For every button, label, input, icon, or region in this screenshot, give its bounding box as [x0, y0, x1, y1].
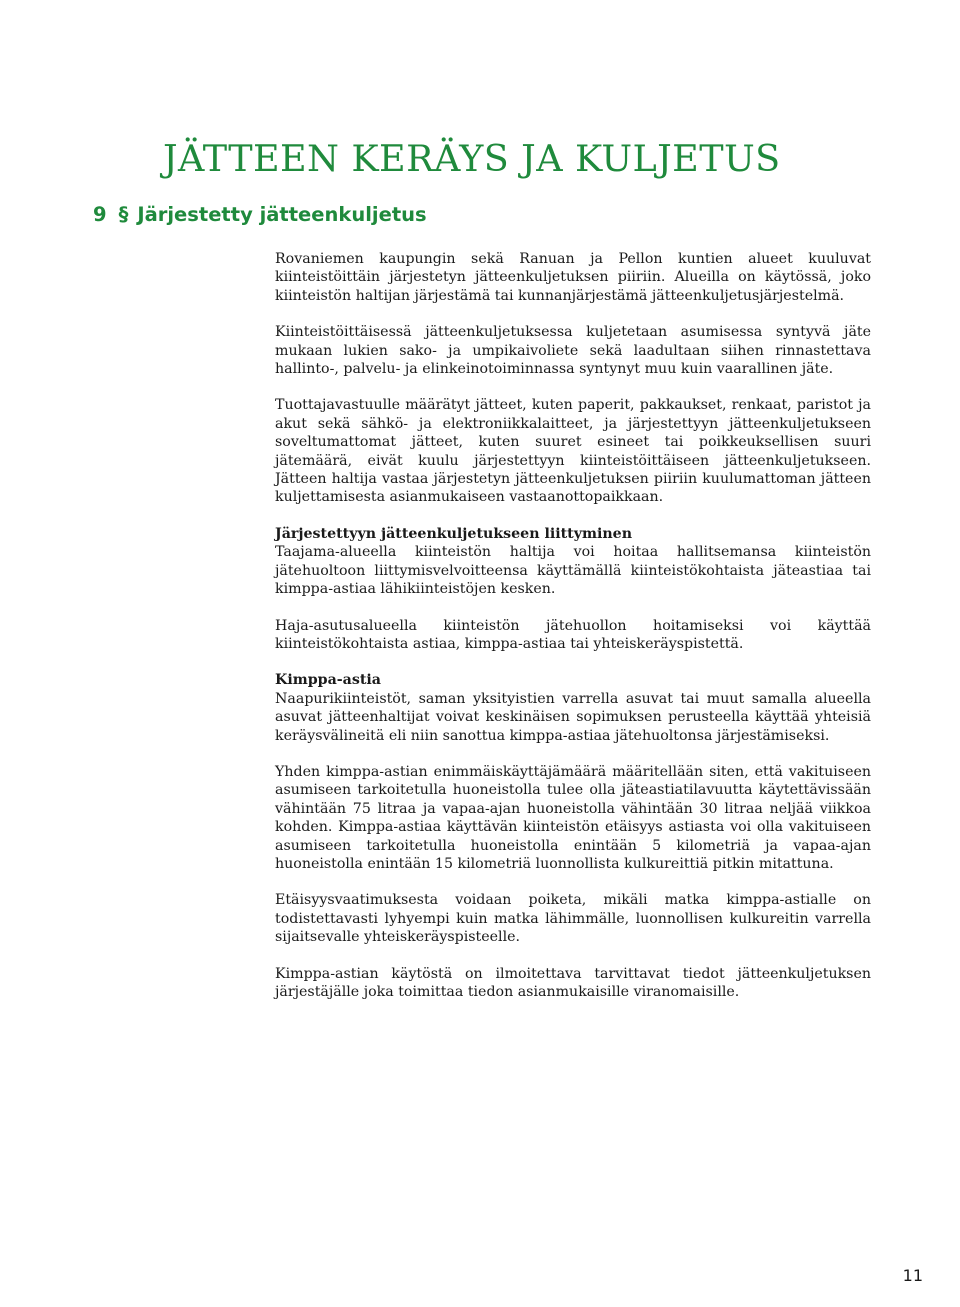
section-symbol: §: [118, 203, 129, 226]
paragraph: [275, 617, 871, 654]
subheading-kimppa-astia: Kimppa-astia: [275, 672, 381, 689]
paragraph: [275, 763, 871, 873]
paragraph: [275, 323, 871, 378]
paragraph-text: Etäisyysvaatimuksesta voidaan poiketa, mikäli matka kimppa-astialle on todistettavasti lyhyempi kuin matka lähimmälle, luonnollisen kulkureitin varrella sijaitsevalle yhteiskeräyspisteelle.: [275, 892, 871, 946]
page-number: 11: [902, 1266, 923, 1285]
paragraph-text: Taajama-alueella kiinteistön haltija voi hoitaa hallitsemansa kiinteistön jätehuoltoon liittymisvelvoitteensa käyttämällä kiinteistökohtaista jäteastiaa tai kimppa-astiaa lähikiinteistöjen kesken.: [275, 544, 871, 598]
paragraph-text: Yhden kimppa-astian enimmäiskäyttäjämäärä määritellään siten, että vakituiseen asumiseen tarkoitetulla huoneistolla tulee olla jäteastiatilavuutta käytettävissään vähintään 75 litraa ja vapaa-ajan huoneistolla vähintään 30 litraa neljää viikkoa kohden. Kimppa-astiaa käyttävän kiinteistön etäisyys astiasta voi olla vakituiseen asumiseen tarkoitetulla huoneistolla enintään 5 kilometriä ja vapaa-ajan huoneistolla enintään 15 kilometriä luonnollista kulkureittiä pitkin mitattuna.: [275, 763, 871, 872]
page-title: JÄTTEEN KERÄYS JA KULJETUS: [163, 137, 781, 180]
section-title: Järjestetty jätteenkuljetus: [137, 203, 427, 226]
section-number: 9: [93, 203, 107, 226]
paragraph-text: Rovaniemen kaupungin sekä Ranuan ja Pellon kuntien alueet kuuluvat kiinteistöittäin järjestetyn jätteenkuljetuksen piiriin. Alueilla on käytössä, joko kiinteistön haltijan järjestämä tai kunnanjärjestämä jätteenkuljetusjärjestelmä.: [275, 251, 871, 304]
paragraph-text: Kiinteistöittäisessä jätteenkuljetuksessa kuljetetaan asumisessa syntyvä jäte mukaan lukien sako- ja umpikaivoliete sekä laadultaan siihen rinnastettava hallinto-, palvelu- ja elinkeinotoiminnassa syntynyt muu kuin vaarallinen jäte.: [275, 324, 871, 378]
paragraph: [275, 671, 871, 745]
paragraph: [275, 396, 871, 506]
body-content: [275, 250, 871, 1019]
paragraph-text: Tuottajavastuulle määrätyt jätteet, kuten paperit, pakkaukset, renkaat, paristot ja akut sekä sähkö- ja elektroniikkalaitteet, ja järjestettyyn jätteenkuljetukseen soveltumattomat jätteet, kuten suuret esineet tai poikkeuksellisen suuri jätemäärä, eivät kuulu järjestettyyn kiinteistöittäiseen jätteenkuljetukseen. Jätteen haltija vastaa järjestetyn jätteenkuljetuksen piiriin kuulumattoman jätteen kuljettamisesta asianmukaiseen vastaanottopaikkaan.: [275, 397, 871, 506]
paragraph: [275, 965, 871, 1002]
paragraph-text: Haja-asutusalueella kiinteistön jätehuollon hoitamiseksi voi käyttää kiinteistökohtaista astiaa, kimppa-astiaa tai yhteiskeräyspistettä.: [275, 617, 871, 652]
paragraph: [275, 891, 871, 946]
paragraph: [275, 525, 871, 599]
paragraph: [275, 250, 871, 305]
paragraph-text: Naapurikiinteistöt, saman yksityistien varrella asuvat tai muut samalla alueella asuvat jätteenhaltijat voivat keskinäisen sopimuksen perusteella käyttää yhteisiä keräysvälineitä eli niin sanottua kimppa-astiaa jätehuoltonsa järjestämiseksi.: [275, 690, 871, 744]
section-heading: [93, 202, 427, 228]
subheading-liittyminen: Järjestettyyn jätteenkuljetukseen liittyminen: [275, 525, 633, 542]
paragraph-text: Kimppa-astian käytöstä on ilmoitettava tarvittavat tiedot jätteenkuljetuksen järjestäjälle joka toimittaa tiedon asianmukaisille viranomaisille.: [275, 965, 871, 1000]
